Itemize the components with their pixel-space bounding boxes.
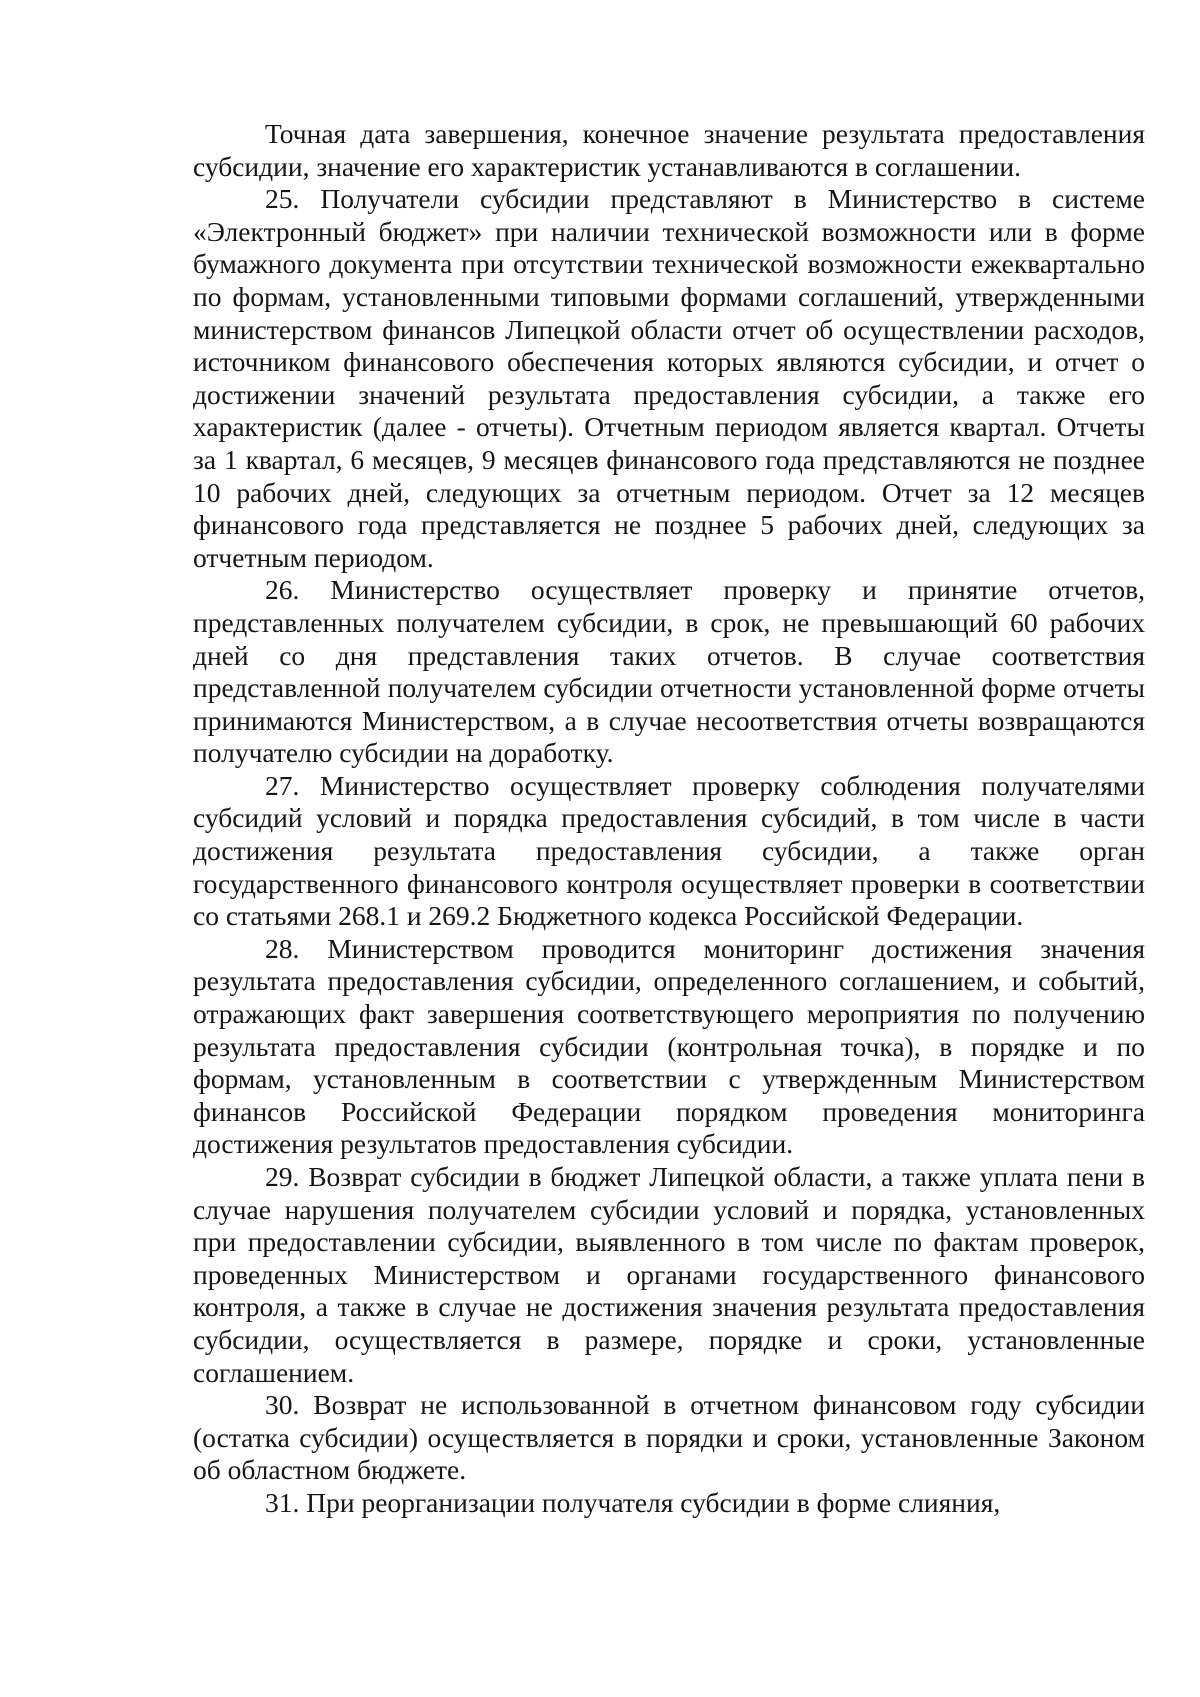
clause-number: 27.	[265, 769, 300, 801]
paragraph-result-date	[193, 118, 1145, 183]
clause-text: Возврат субсидии в бюджет Липецкой области, а также уплата пени в случае нарушения получателем субсидии условий и порядка, установленных при предоставлении субсидии, выявленного в том числе по фактам проверок, проведенных Министерством и органами государственного финансового контроля, а также в случае не достижения значения результата предоставления субсидии, осуществляется в размере, порядке и сроки, установленные соглашением.	[193, 1161, 1145, 1388]
clause-30	[193, 1389, 1145, 1487]
clause-text: При реорганизации получателя субсидии в форме слияния,	[306, 1486, 1001, 1518]
clause-number: 29.	[265, 1161, 300, 1192]
clause-25	[193, 183, 1145, 574]
paragraph-text: Точная дата завершения, конечное значение результата предоставления субсидии, значение его характеристик устанавливаются в соглашении.	[193, 118, 1145, 182]
clause-text: Возврат не использованной в отчетном финансовом году субсидии (остатка субсидии) осуществляется в порядки и сроки, установленные Законом об областном бюджете.	[193, 1389, 1146, 1486]
clause-29	[193, 1161, 1145, 1389]
clause-number: 30.	[265, 1389, 300, 1421]
clause-text: Министерство осуществляет проверку и принятие отчетов, представленных получателем субсидии, в срок, не превышающий 60 рабочих дней со дня представления таких отчетов. В случае соответствия представленной получателем субсидии отчетности установленной форме отчеты принимаются Министерством, а в случае несоответствия отчеты возвращаются получателю субсидии на доработку.	[193, 574, 1145, 769]
clause-number: 31.	[265, 1486, 300, 1518]
clause-31	[193, 1487, 1145, 1520]
clause-26	[193, 574, 1145, 770]
clause-number: 26.	[265, 574, 300, 606]
clause-number: 25.	[265, 183, 300, 215]
clause-number: 28.	[265, 932, 300, 964]
clause-text: Министерством проводится мониторинг достижения значения результата предоставления субсидии, определенного соглашением, и событий, отражающих факт завершения соответствующего мероприятия по получению результата предоставления субсидии (контрольная точка), в порядке и по формам, установленным в соответствии с утвержденным Министерством финансов Российской Федерации порядком проведения мониторинга достижения результатов предоставления субсидии.	[193, 932, 1145, 1160]
clause-text: Получатели субсидии представляют в Министерство в системе «Электронный бюджет» при наличии технической возможности или в форме бумажного документа при отсутствии технической возможности ежеквартально по формам, установленными типовыми формами соглашений, утвержденными министерством финансов Липецкой области отчет об осуществлении расходов, источником финансового обеспечения которых являются субсидии, и отчет о достижении значений результата предоставления субсидии, а также его характеристик (далее - отчеты). Отчетным периодом является квартал. Отчеты за 1 квартал, 6 месяцев, 9 месяцев финансового года представляются не позднее 10 рабочих дней, следующих за отчетным периодом. Отчет за 12 месяцев финансового года представляется не позднее 5 рабочих дней, следующих за отчетным периодом.	[193, 183, 1146, 573]
clause-27	[193, 770, 1145, 933]
clause-28	[193, 933, 1145, 1161]
document-body	[193, 118, 1145, 1520]
clause-text: Министерство осуществляет проверку соблюдения получателями субсидий условий и порядка предоставления субсидий, в том числе в части достижения результата предоставления субсидии, а также орган государственного финансового контроля осуществляет проверки в соответствии со статьями 268.1 и 269.2 Бюджетного кодекса Российской Федерации.	[193, 769, 1145, 932]
